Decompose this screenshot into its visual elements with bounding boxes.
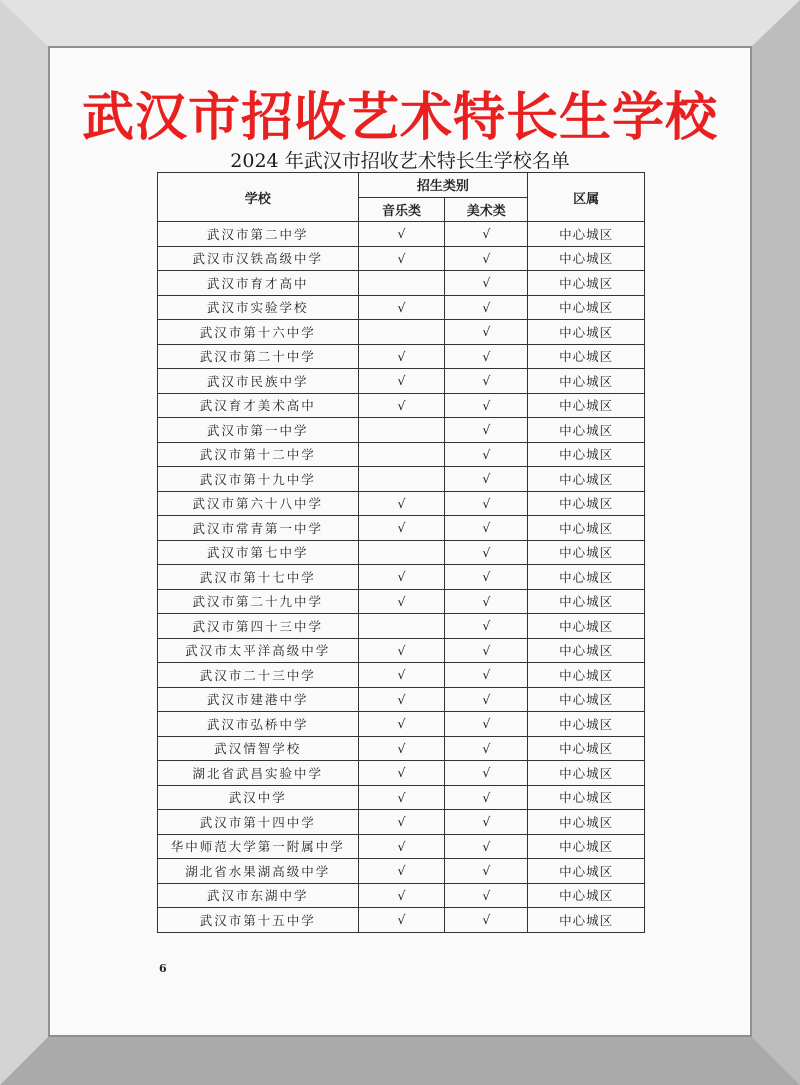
- art-cell: √: [445, 295, 528, 320]
- art-cell: √: [445, 834, 528, 859]
- table-row: [158, 663, 645, 688]
- district-cell: 中心城区: [528, 344, 645, 369]
- district-cell: 中心城区: [528, 810, 645, 835]
- art-cell: √: [445, 271, 528, 296]
- table-row: [158, 516, 645, 541]
- table-row: [158, 295, 645, 320]
- district-cell: 中心城区: [528, 491, 645, 516]
- school-cell: 武汉市第一中学: [158, 418, 359, 443]
- banner-title: 武汉市招收艺术特长生学校: [81, 88, 718, 148]
- music-cell: √: [358, 369, 445, 394]
- music-cell: √: [358, 687, 445, 712]
- district-cell: 中心城区: [528, 687, 645, 712]
- table-row: [158, 246, 645, 271]
- music-cell: √: [358, 565, 445, 590]
- school-cell: 武汉市第十二中学: [158, 442, 359, 467]
- art-cell: √: [445, 540, 528, 565]
- music-cell: √: [358, 663, 445, 688]
- district-cell: 中心城区: [528, 540, 645, 565]
- school-cell: 武汉市弘桥中学: [158, 712, 359, 737]
- school-cell: 武汉市育才高中: [158, 271, 359, 296]
- music-cell: √: [358, 295, 445, 320]
- table-row: [158, 344, 645, 369]
- music-cell: √: [358, 491, 445, 516]
- music-cell: √: [358, 859, 445, 884]
- art-cell: √: [445, 859, 528, 884]
- music-cell: √: [358, 785, 445, 810]
- table-row: [158, 369, 645, 394]
- table-row: [158, 418, 645, 443]
- school-cell: 武汉市第六十八中学: [158, 491, 359, 516]
- table-row: [158, 614, 645, 639]
- district-cell: 中心城区: [528, 271, 645, 296]
- school-cell: 武汉市建港中学: [158, 687, 359, 712]
- school-cell: 武汉市第二十中学: [158, 344, 359, 369]
- table-row: [158, 736, 645, 761]
- school-cell: 武汉中学: [158, 785, 359, 810]
- art-cell: √: [445, 810, 528, 835]
- music-cell: √: [358, 736, 445, 761]
- art-cell: √: [445, 663, 528, 688]
- district-cell: 中心城区: [528, 834, 645, 859]
- table-row: [158, 271, 645, 296]
- table-row: [158, 491, 645, 516]
- music-cell: [358, 614, 445, 639]
- school-cell: 湖北省武昌实验中学: [158, 761, 359, 786]
- art-cell: √: [445, 222, 528, 247]
- art-cell: √: [445, 712, 528, 737]
- district-cell: 中心城区: [528, 785, 645, 810]
- table-row: [158, 883, 645, 908]
- district-cell: 中心城区: [528, 614, 645, 639]
- header-category: 招生类别: [358, 173, 528, 198]
- school-cell: 武汉市民族中学: [158, 369, 359, 394]
- table-row: [158, 761, 645, 786]
- school-cell: 武汉市太平洋高级中学: [158, 638, 359, 663]
- music-cell: √: [358, 589, 445, 614]
- district-cell: 中心城区: [528, 369, 645, 394]
- district-cell: 中心城区: [528, 663, 645, 688]
- art-cell: √: [445, 761, 528, 786]
- art-cell: √: [445, 246, 528, 271]
- school-cell: 武汉市第二十九中学: [158, 589, 359, 614]
- district-cell: 中心城区: [528, 393, 645, 418]
- district-cell: 中心城区: [528, 320, 645, 345]
- music-cell: √: [358, 246, 445, 271]
- school-cell: 武汉育才美术高中: [158, 393, 359, 418]
- art-cell: √: [445, 516, 528, 541]
- school-cell: 武汉情智学校: [158, 736, 359, 761]
- district-cell: 中心城区: [528, 418, 645, 443]
- header-district: 区属: [528, 173, 645, 222]
- table-row: [158, 565, 645, 590]
- music-cell: √: [358, 638, 445, 663]
- district-cell: 中心城区: [528, 516, 645, 541]
- table-row: [158, 540, 645, 565]
- table-row: [158, 785, 645, 810]
- district-cell: 中心城区: [528, 908, 645, 933]
- music-cell: √: [358, 516, 445, 541]
- table-row: [158, 222, 645, 247]
- art-cell: √: [445, 908, 528, 933]
- district-cell: 中心城区: [528, 246, 645, 271]
- district-cell: 中心城区: [528, 736, 645, 761]
- school-cell: 武汉市第十五中学: [158, 908, 359, 933]
- art-cell: √: [445, 785, 528, 810]
- district-cell: 中心城区: [528, 761, 645, 786]
- music-cell: √: [358, 908, 445, 933]
- music-cell: [358, 418, 445, 443]
- art-cell: √: [445, 393, 528, 418]
- art-cell: √: [445, 369, 528, 394]
- art-cell: √: [445, 883, 528, 908]
- school-cell: 武汉市东湖中学: [158, 883, 359, 908]
- table-row: [158, 320, 645, 345]
- district-cell: 中心城区: [528, 712, 645, 737]
- district-cell: 中心城区: [528, 295, 645, 320]
- table-row: [158, 712, 645, 737]
- art-cell: √: [445, 467, 528, 492]
- music-cell: √: [358, 883, 445, 908]
- school-cell: 武汉市第四十三中学: [158, 614, 359, 639]
- header-school: 学校: [158, 173, 359, 222]
- district-cell: 中心城区: [528, 638, 645, 663]
- district-cell: 中心城区: [528, 442, 645, 467]
- art-cell: √: [445, 320, 528, 345]
- school-cell: 武汉市第十四中学: [158, 810, 359, 835]
- table-row: [158, 834, 645, 859]
- art-cell: √: [445, 614, 528, 639]
- district-cell: 中心城区: [528, 222, 645, 247]
- music-cell: [358, 442, 445, 467]
- table-row: [158, 859, 645, 884]
- district-cell: 中心城区: [528, 565, 645, 590]
- page-number: 6: [159, 962, 167, 975]
- district-cell: 中心城区: [528, 883, 645, 908]
- school-cell: 武汉市第十六中学: [158, 320, 359, 345]
- schools-table: [157, 172, 645, 933]
- table-row: [158, 810, 645, 835]
- art-cell: √: [445, 344, 528, 369]
- school-cell: 武汉市汉铁高级中学: [158, 246, 359, 271]
- music-cell: √: [358, 761, 445, 786]
- school-cell: 武汉市第二中学: [158, 222, 359, 247]
- district-cell: 中心城区: [528, 859, 645, 884]
- art-cell: √: [445, 442, 528, 467]
- table-row: [158, 393, 645, 418]
- music-cell: √: [358, 393, 445, 418]
- art-cell: √: [445, 565, 528, 590]
- art-cell: √: [445, 736, 528, 761]
- table-row: [158, 638, 645, 663]
- music-cell: [358, 320, 445, 345]
- school-cell: 武汉市第七中学: [158, 540, 359, 565]
- art-cell: √: [445, 491, 528, 516]
- school-cell: 武汉市二十三中学: [158, 663, 359, 688]
- table-row: [158, 442, 645, 467]
- music-cell: √: [358, 222, 445, 247]
- music-cell: √: [358, 834, 445, 859]
- art-cell: √: [445, 418, 528, 443]
- table-row: [158, 589, 645, 614]
- district-cell: 中心城区: [528, 467, 645, 492]
- table-row: [158, 687, 645, 712]
- school-cell: 武汉市常青第一中学: [158, 516, 359, 541]
- table-row: [158, 467, 645, 492]
- music-cell: √: [358, 344, 445, 369]
- header-art: 美术类: [445, 197, 528, 222]
- school-cell: 华中师范大学第一附属中学: [158, 834, 359, 859]
- music-cell: [358, 271, 445, 296]
- school-cell: 武汉市实验学校: [158, 295, 359, 320]
- art-cell: √: [445, 687, 528, 712]
- document-title: 2024 年武汉市招收艺术特长生学校名单: [230, 150, 570, 172]
- school-cell: 湖北省水果湖高级中学: [158, 859, 359, 884]
- art-cell: √: [445, 589, 528, 614]
- music-cell: [358, 540, 445, 565]
- district-cell: 中心城区: [528, 589, 645, 614]
- school-cell: 武汉市第十七中学: [158, 565, 359, 590]
- music-cell: √: [358, 810, 445, 835]
- table-row: [158, 908, 645, 933]
- music-cell: [358, 467, 445, 492]
- school-cell: 武汉市第十九中学: [158, 467, 359, 492]
- art-cell: √: [445, 638, 528, 663]
- header-music: 音乐类: [358, 197, 445, 222]
- music-cell: √: [358, 712, 445, 737]
